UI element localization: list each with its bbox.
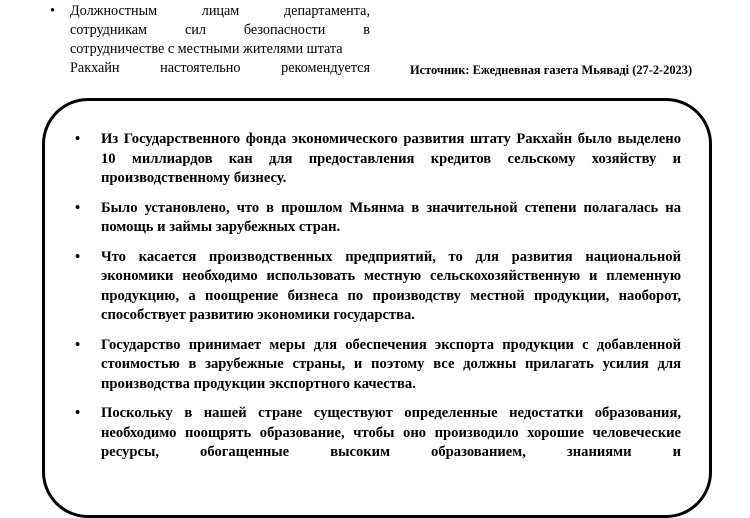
box-list-item: [71, 199, 681, 238]
source-citation: Источник: Ежедневная газета Мьяваді (27-2-2023): [410, 63, 693, 77]
intro-line-4: Ракхайн настоятельно рекомендуется: [70, 60, 370, 76]
box-bullet-list: [71, 130, 681, 473]
rounded-info-box: [42, 98, 712, 518]
box-item-text: Государство принимает меры для обеспечения экспорта продукции с добавленной стоимостью в зарубежные страны, и поэтому все должны прилагать усилия для производства продукции экспортного качества.: [101, 336, 681, 392]
box-item-text: Что касается производственных предприятий, то для развития национальной экономики необходимо использовать местную сельскохозяйственную и племенную продукцию, а поощрение бизнеса по производству местной продукции, наоборот, способствует развитию экономики государства.: [101, 248, 681, 323]
bullet-icon: •: [75, 131, 81, 147]
bullet-icon: •: [75, 336, 81, 353]
bullet-icon: •: [75, 405, 81, 421]
bullet-icon: •: [75, 248, 81, 265]
intro-bullet-item: [50, 2, 370, 21]
intro-line-3: сотрудничестве с местными жителями штата: [70, 41, 343, 57]
intro-continuation: [70, 21, 370, 78]
intro-bullet-list: [50, 2, 370, 21]
box-list-item: [71, 248, 681, 326]
bullet-icon: •: [75, 199, 81, 216]
intro-line-2: сотрудникам сил безопасности в: [70, 22, 370, 38]
box-list-item: [71, 336, 681, 395]
box-item-text: Из Государственного фонда экономического развития штату Ракхайн было выделено 10 миллиардов кан для предоставления кредитов сельскому хозяйству и производственному бизнесу.: [101, 131, 681, 186]
box-item-text: Поскольку в нашей стране существуют определенные недостатки образования, необходимо поощрять образование, чтобы оно производило хорошие человеческие ресурсы, обогащенные высоким образованием, знаниями и: [101, 405, 681, 460]
box-list-item: [71, 404, 681, 463]
box-item-text: Было установлено, что в прошлом Мьянма в значительной степени полагалась на помощь и займы зарубежных стран.: [101, 199, 681, 235]
intro-line-1: Должностным лицам департамента,: [70, 3, 370, 19]
box-list-item: [71, 130, 681, 189]
bullet-icon: •: [50, 3, 55, 19]
